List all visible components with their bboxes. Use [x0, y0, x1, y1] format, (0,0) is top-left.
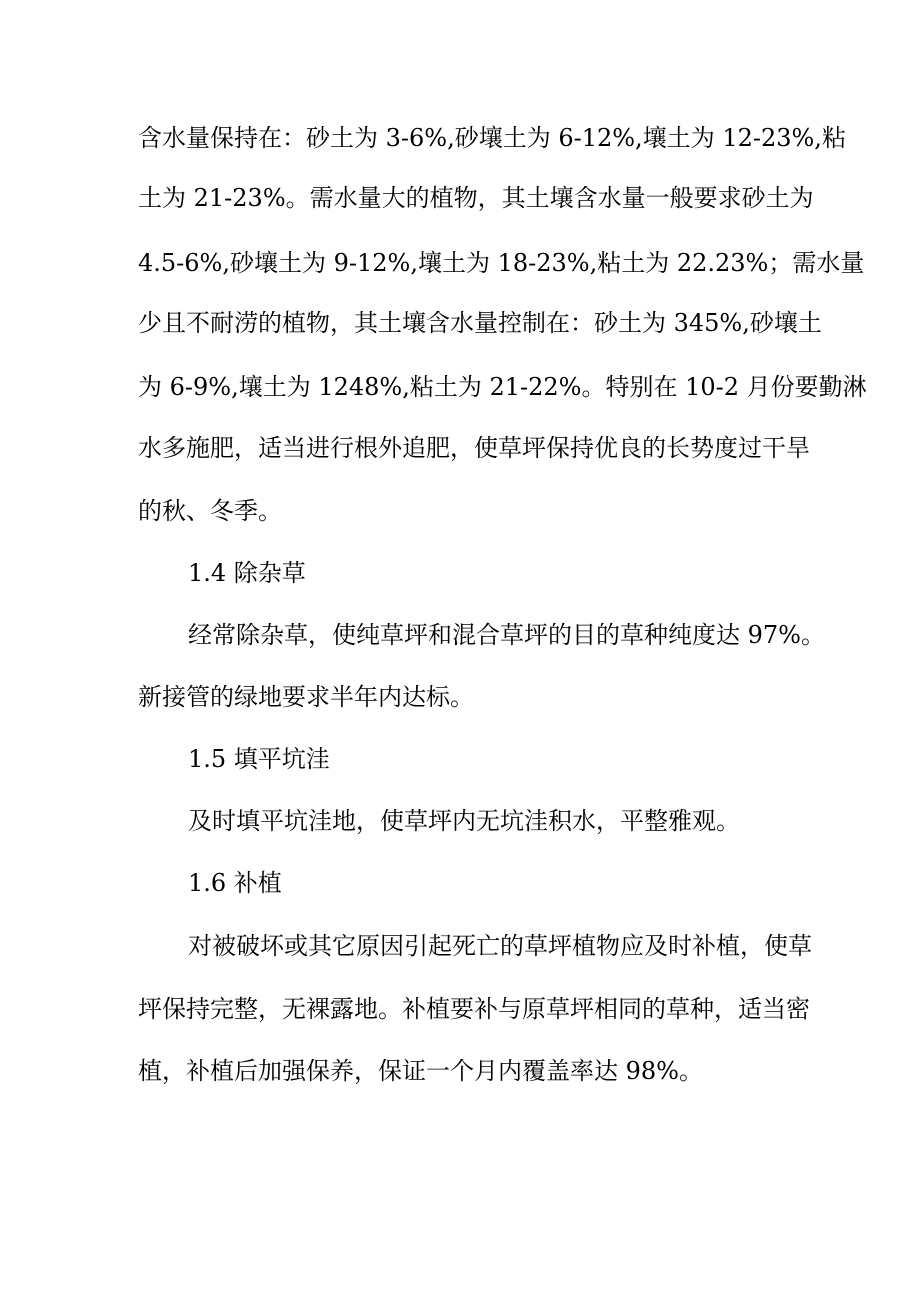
paragraph-line: 对被破坏或其它原因引起死亡的草坪植物应及时补植，使草	[188, 932, 812, 960]
paragraph-line: 经常除杂草，使纯草坪和混合草坪的目的草种纯度达 97%。	[188, 621, 825, 649]
paragraph-line: 4.5-6%,砂壤土为 9-12%,壤土为 18-23%,粘土为 22.23%；需水量	[138, 249, 865, 277]
section-heading: 1.5 填平坑洼	[188, 745, 330, 773]
paragraph-line: 为 6-9%,壤土为 1248%,粘土为 21-22%。特别在 10-2 月份要勤淋	[138, 373, 867, 401]
paragraph-line: 坪保持完整，无裸露地。补植要补与原草坪相同的草种，适当密	[138, 995, 810, 1023]
paragraph-line: 及时填平坑洼地，使草坪内无坑洼积水，平整雅观。	[188, 807, 740, 835]
section-heading: 1.4 除杂草	[188, 559, 306, 587]
paragraph-line: 的秋、冬季。	[138, 497, 282, 525]
section-heading: 1.6 补植	[188, 869, 282, 897]
paragraph-line: 植，补植后加强保养，保证一个月内覆盖率达 98%。	[138, 1057, 703, 1085]
paragraph-line: 含水量保持在：砂土为 3-6%,砂壤土为 6-12%,壤土为 12-23%,粘	[138, 124, 846, 152]
paragraph-line: 少且不耐涝的植物，其土壤含水量控制在：砂土为 345%,砂壤土	[138, 309, 822, 337]
paragraph-line: 水多施肥，适当进行根外追肥，使草坪保持优良的长势度过干旱	[138, 434, 810, 462]
paragraph-line: 新接管的绿地要求半年内达标。	[138, 683, 474, 711]
paragraph-line: 土为 21-23%。需水量大的植物，其土壤含水量一般要求砂土为	[138, 184, 814, 212]
